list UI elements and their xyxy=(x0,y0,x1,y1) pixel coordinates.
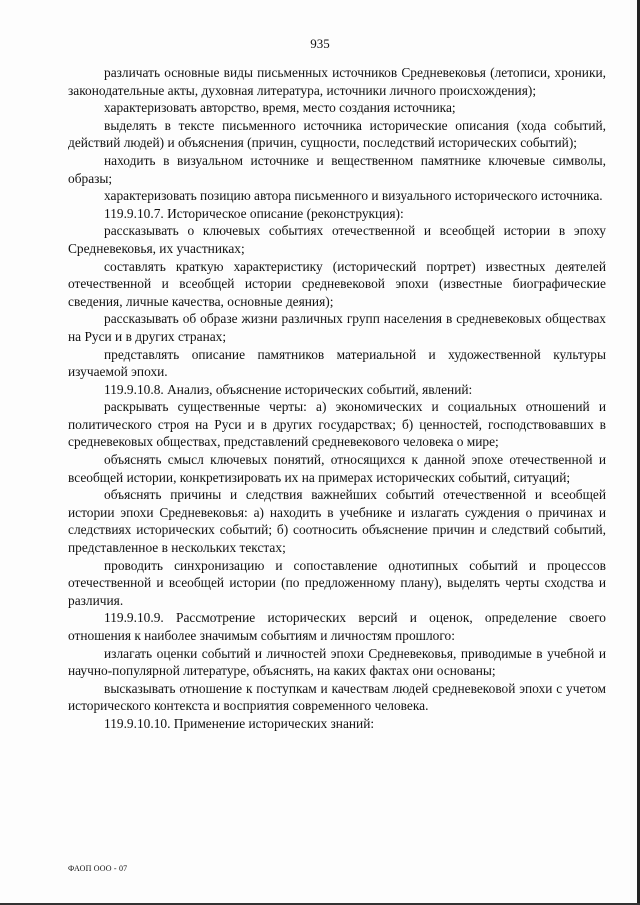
section-heading: 119.9.10.10. Применение исторических знаний: xyxy=(104,715,375,731)
paragraph: характеризовать авторство, время, место создания источника; xyxy=(104,100,456,116)
paragraph: различать основные виды письменных источников Средневековья (летописи, хроники, законодательные акты, духовная литература, источники личного происхождения); xyxy=(68,65,606,98)
document-footer: ФАОП ООО - 07 xyxy=(68,864,128,873)
paragraph: объяснять причины и следствия важнейших событий отечественной и всеобщей истории эпохи Средневековья: а) находить в учебнике и излагать суждения о причинах и следствиях исторических событий; б) соотносить объяснение причин и следствий событий, представленное в нескольких текстах; xyxy=(68,487,606,556)
paragraph: высказывать отношение к поступкам и качествам людей средневековой эпохи с учетом исторического контекста и восприятия современного человека. xyxy=(68,680,606,714)
paragraph: представлять описание памятников материальной и художественной культуры изучаемой эпохи. xyxy=(68,346,606,380)
paragraph: рассказывать о ключевых событиях отечественной и всеобщей истории в эпоху Средневековья, их участниках; xyxy=(68,223,606,256)
paragraph: проводить синхронизацию и сопоставление однотипных событий и процессов отечественной и всеобщей истории (по предложенному плану), выделять черты сходства и различия. xyxy=(68,557,606,608)
section-heading: 119.9.10.7. Историческое описание (реконструкция): xyxy=(104,205,404,221)
paragraph: объяснять смысл ключевых понятий, относящихся к данной эпохе отечественной и всеобщей истории, конкретизировать их на примерах исторических событий, ситуаций; xyxy=(68,452,606,485)
page-number: 935 xyxy=(310,36,330,51)
paragraph: раскрывать существенные черты: а) экономических и социальных отношений и политического строя на Руси и в других государствах; б) ценностей, господствовавших в средневековых обществах, представлений средневекового человека о мире; xyxy=(68,399,606,450)
paragraph: излагать оценки событий и личностей эпохи Средневековья, приводимые в учебной и научно-популярной литературе, объяснять, на каких фактах они основаны; xyxy=(68,645,606,679)
paragraph: находить в визуальном источнике и вещественном памятнике ключевые символы, образы; xyxy=(68,152,606,186)
paragraph: рассказывать об образе жизни различных групп населения в средневековых обществах на Руси и в других странах; xyxy=(68,311,606,344)
paragraph: выделять в тексте письменного источника исторические описания (хода событий, действий людей) и объяснения (причин, сущности, последствий исторических событий); xyxy=(68,117,606,151)
document-body xyxy=(68,64,606,733)
paragraph: составлять краткую характеристику (исторический портрет) известных деятелей отечественной и всеобщей истории средневековой эпохи (известные биографические сведения, личные качества, основные деяния); xyxy=(68,258,606,309)
section-heading: 119.9.10.8. Анализ, объяснение исторических событий, явлений: xyxy=(104,381,473,397)
section-heading: 119.9.10.9. Рассмотрение исторических версий и оценок, определение своего отношения к наиболее значимым событиям и личностям прошлого: xyxy=(68,610,606,643)
paragraph: характеризовать позицию автора письменного и визуального исторического источника. xyxy=(104,188,603,204)
